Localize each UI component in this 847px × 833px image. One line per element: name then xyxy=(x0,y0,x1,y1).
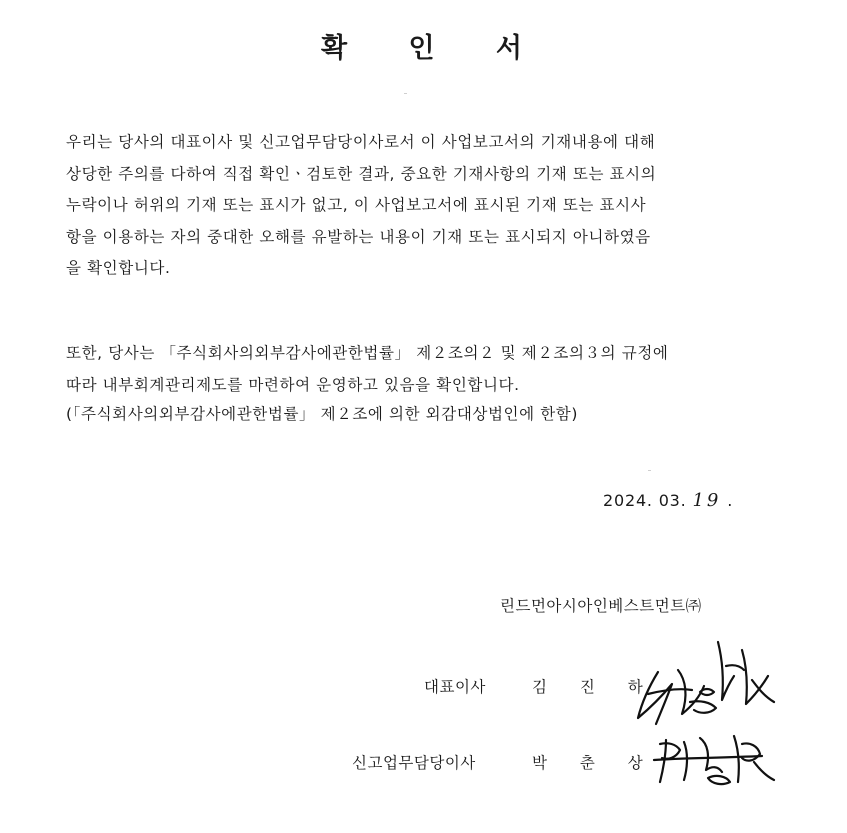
signatory-name-ceo: 김 진 하 xyxy=(532,678,657,696)
scan-speck xyxy=(648,470,651,471)
paragraph-line: 우리는 당사의 대표이사 및 신고업무담당이사로서 이 사업보고서의 기재내용에 대해 xyxy=(66,133,656,151)
document-date xyxy=(603,490,733,511)
company-name: 린드먼아시아인베스트먼트㈜ xyxy=(500,597,702,615)
date-printed: 2024. 03. xyxy=(603,491,687,510)
signatory-role-reporting-officer: 신고업무담당이사 xyxy=(352,754,476,772)
paragraph-line: 을 확인합니다. xyxy=(66,259,171,277)
internal-control-paragraph xyxy=(66,338,766,401)
reporting-officer-signature xyxy=(650,722,780,792)
paragraph-line: 또한, 당사는 「주식회사의외부감사에관한법률」 제２조의２ 및 제２조의３의 규정에 xyxy=(66,344,669,362)
paragraph-line: 누락이나 허위의 기재 또는 표시가 없고, 이 사업보고서에 표시된 기재 또는 표시사 xyxy=(66,196,647,214)
scope-note xyxy=(66,399,766,431)
confirmation-paragraph xyxy=(66,127,766,285)
signatory-name-reporting-officer: 박 춘 상 xyxy=(532,754,657,772)
scan-speck xyxy=(404,93,407,94)
paragraph-line: 항을 이용하는 자의 중대한 오해를 유발하는 내용이 기재 또는 표시되지 아니하였음 xyxy=(66,227,651,246)
paragraph-line: 상당한 주의를 다하여 직접 확인ㆍ검토한 결과, 중요한 기재사항의 기재 또는 표시의 xyxy=(66,164,657,183)
document-title: 확 인 서 xyxy=(320,33,549,64)
signatory-role-ceo: 대표이사 xyxy=(424,678,486,696)
note-line: (「주식회사의외부감사에관한법률」 제２조에 의한 외감대상법인에 한함) xyxy=(66,405,578,423)
date-handwritten-day: 19 xyxy=(692,490,722,511)
paragraph-line: 따라 내부회계관리제도를 마련하여 운영하고 있음을 확인합니다. xyxy=(66,375,520,394)
date-suffix: . xyxy=(727,491,734,510)
ceo-signature xyxy=(630,630,780,730)
